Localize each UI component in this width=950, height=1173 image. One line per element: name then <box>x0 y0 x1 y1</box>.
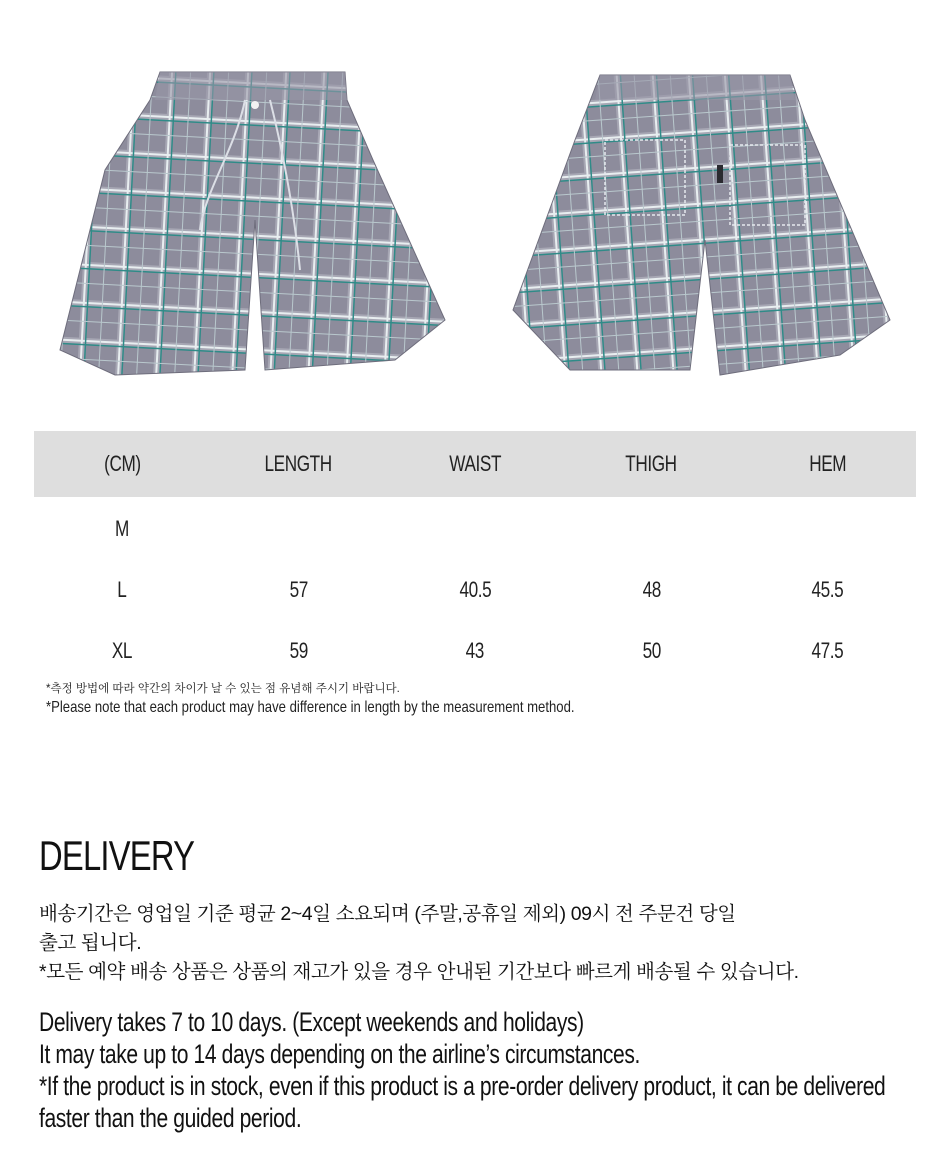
size-label: XL <box>112 637 133 663</box>
table-row <box>34 620 916 681</box>
length-value: 57 <box>289 576 308 602</box>
table-row <box>34 559 916 620</box>
length-value <box>210 497 386 559</box>
waist-value: 43 <box>465 637 485 663</box>
thigh-value <box>563 497 739 559</box>
delivery-en-line: It may take up to 14 days depending on the airline’s circumstances. <box>39 1039 640 1069</box>
size-label: M <box>115 515 130 541</box>
header-length: LENGTH <box>210 431 386 497</box>
delivery-en-line: Delivery takes 7 to 10 days. (Except weekends and holidays) <box>39 1007 584 1037</box>
note-english: *Please note that each product may have difference in length by the measurement method. <box>46 699 575 716</box>
shorts-back-image <box>505 70 905 390</box>
note-korean: *측정 방법에 따라 약간의 차이가 날 수 있는 점 유념해 주시기 바랍니다. <box>46 683 400 695</box>
header-hem: HEM <box>740 431 916 497</box>
delivery-ko-line: 배송기간은 영업일 기준 평균 2~4일 소요되며 (주말,공휴일 제외) 09시 전 주문건 당일 <box>39 903 736 925</box>
size-table <box>34 431 916 681</box>
header-thigh: THIGH <box>563 431 739 497</box>
delivery-en-line: *If the product is in stock, even if this product is a pre-order delivery product, it can be delivered <box>39 1071 886 1101</box>
thigh-value: 50 <box>642 637 661 663</box>
table-row <box>34 497 916 559</box>
measurement-notes <box>46 680 906 717</box>
length-value: 59 <box>289 637 308 663</box>
product-photos <box>0 0 950 410</box>
delivery-section <box>39 832 919 1134</box>
delivery-ko-line: *모든 예약 배송 상품은 상품의 재고가 있을 경우 안내된 기간보다 빠르게 배송될 수 있습니다. <box>39 961 799 983</box>
shorts-front-image <box>55 70 455 390</box>
size-table-header <box>34 431 916 497</box>
delivery-english-text <box>39 1006 919 1134</box>
hem-value <box>740 497 916 559</box>
delivery-ko-line: 출고 됩니다. <box>39 932 142 954</box>
delivery-korean-text <box>39 900 919 987</box>
header-waist: WAIST <box>387 431 563 497</box>
thigh-value: 48 <box>642 576 661 602</box>
waist-value: 40.5 <box>459 576 491 602</box>
hem-value: 47.5 <box>811 637 844 663</box>
hem-value: 45.5 <box>811 576 844 602</box>
delivery-title: DELIVERY <box>39 832 195 879</box>
header-cm: (CM) <box>34 431 210 497</box>
size-label: L <box>117 576 127 602</box>
delivery-en-line: faster than the guided period. <box>39 1103 302 1133</box>
waist-value <box>387 497 563 559</box>
